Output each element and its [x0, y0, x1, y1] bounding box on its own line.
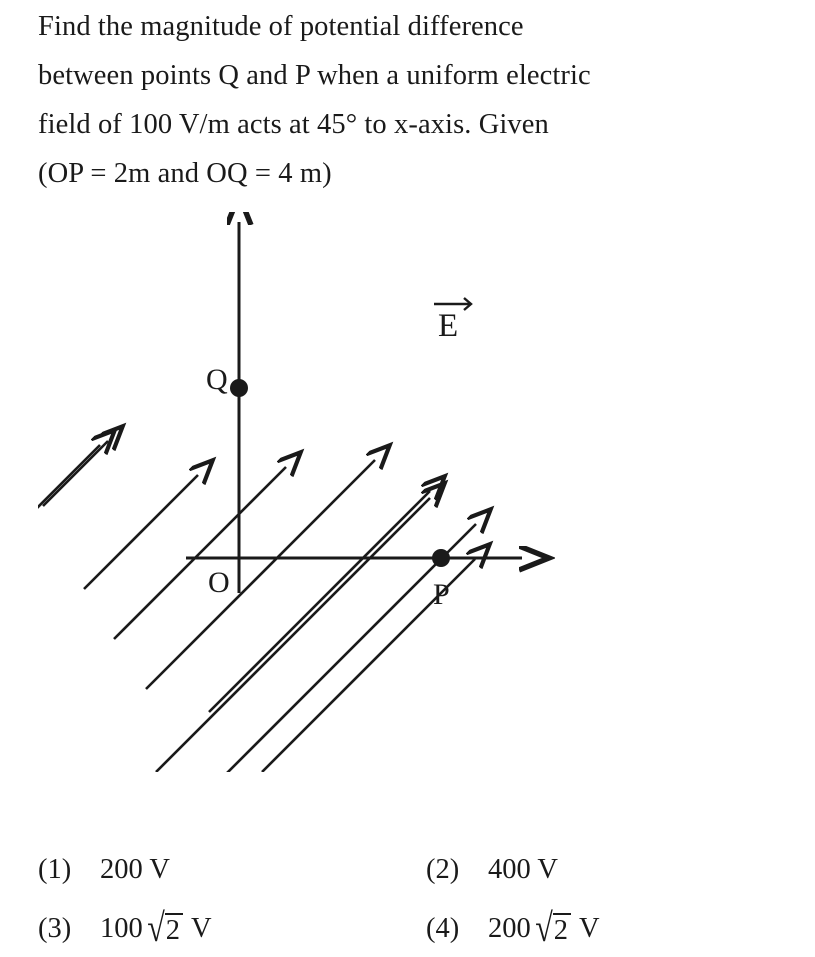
question-line-1: Find the magnitude of potential difference	[38, 11, 524, 42]
option-2-number: (2)	[426, 854, 460, 885]
field-lines	[43, 441, 476, 772]
option-1[interactable]	[38, 854, 426, 886]
point-p-label: P	[433, 578, 450, 612]
option-4-coefficient: 200	[488, 913, 531, 944]
option-1-value: 200 V	[100, 854, 170, 885]
question-line-2: between points Q and P when a uniform electric	[38, 60, 591, 92]
option-3-radicand: 2	[165, 913, 183, 946]
diagram-svg	[38, 212, 777, 772]
question-line-4: (OP = 2m and OQ = 4 m)	[38, 158, 332, 190]
question-text	[38, 0, 777, 198]
question-line-3: field of 100 V/m acts at 45° to x-axis. Given	[38, 109, 549, 141]
option-4-radicand: 2	[553, 913, 571, 946]
square-root-icon: √ 2	[145, 916, 183, 949]
option-4-value	[488, 905, 600, 950]
option-4[interactable]	[426, 905, 600, 950]
electric-field-diagram	[38, 212, 777, 772]
option-2-value: 400 V	[488, 854, 558, 885]
option-3-value	[100, 905, 212, 950]
option-4-unit: V	[578, 913, 600, 944]
point-p-dot	[432, 549, 450, 567]
option-row-1	[38, 854, 777, 886]
option-row-2	[38, 905, 777, 950]
field-label: E	[438, 308, 459, 345]
option-3[interactable]	[38, 905, 426, 950]
field-label-group	[434, 298, 471, 344]
option-1-number: (1)	[38, 854, 72, 885]
point-q-dot	[230, 379, 248, 397]
option-3-coefficient: 100	[100, 913, 143, 944]
point-o-label: O	[208, 566, 230, 600]
option-2[interactable]	[426, 854, 558, 886]
option-3-unit: V	[190, 913, 212, 944]
option-4-number: (4)	[426, 913, 460, 944]
point-q-label: Q	[206, 363, 228, 397]
option-3-number: (3)	[38, 913, 72, 944]
answer-options	[38, 854, 777, 949]
square-root-icon: √ 2	[533, 916, 571, 949]
